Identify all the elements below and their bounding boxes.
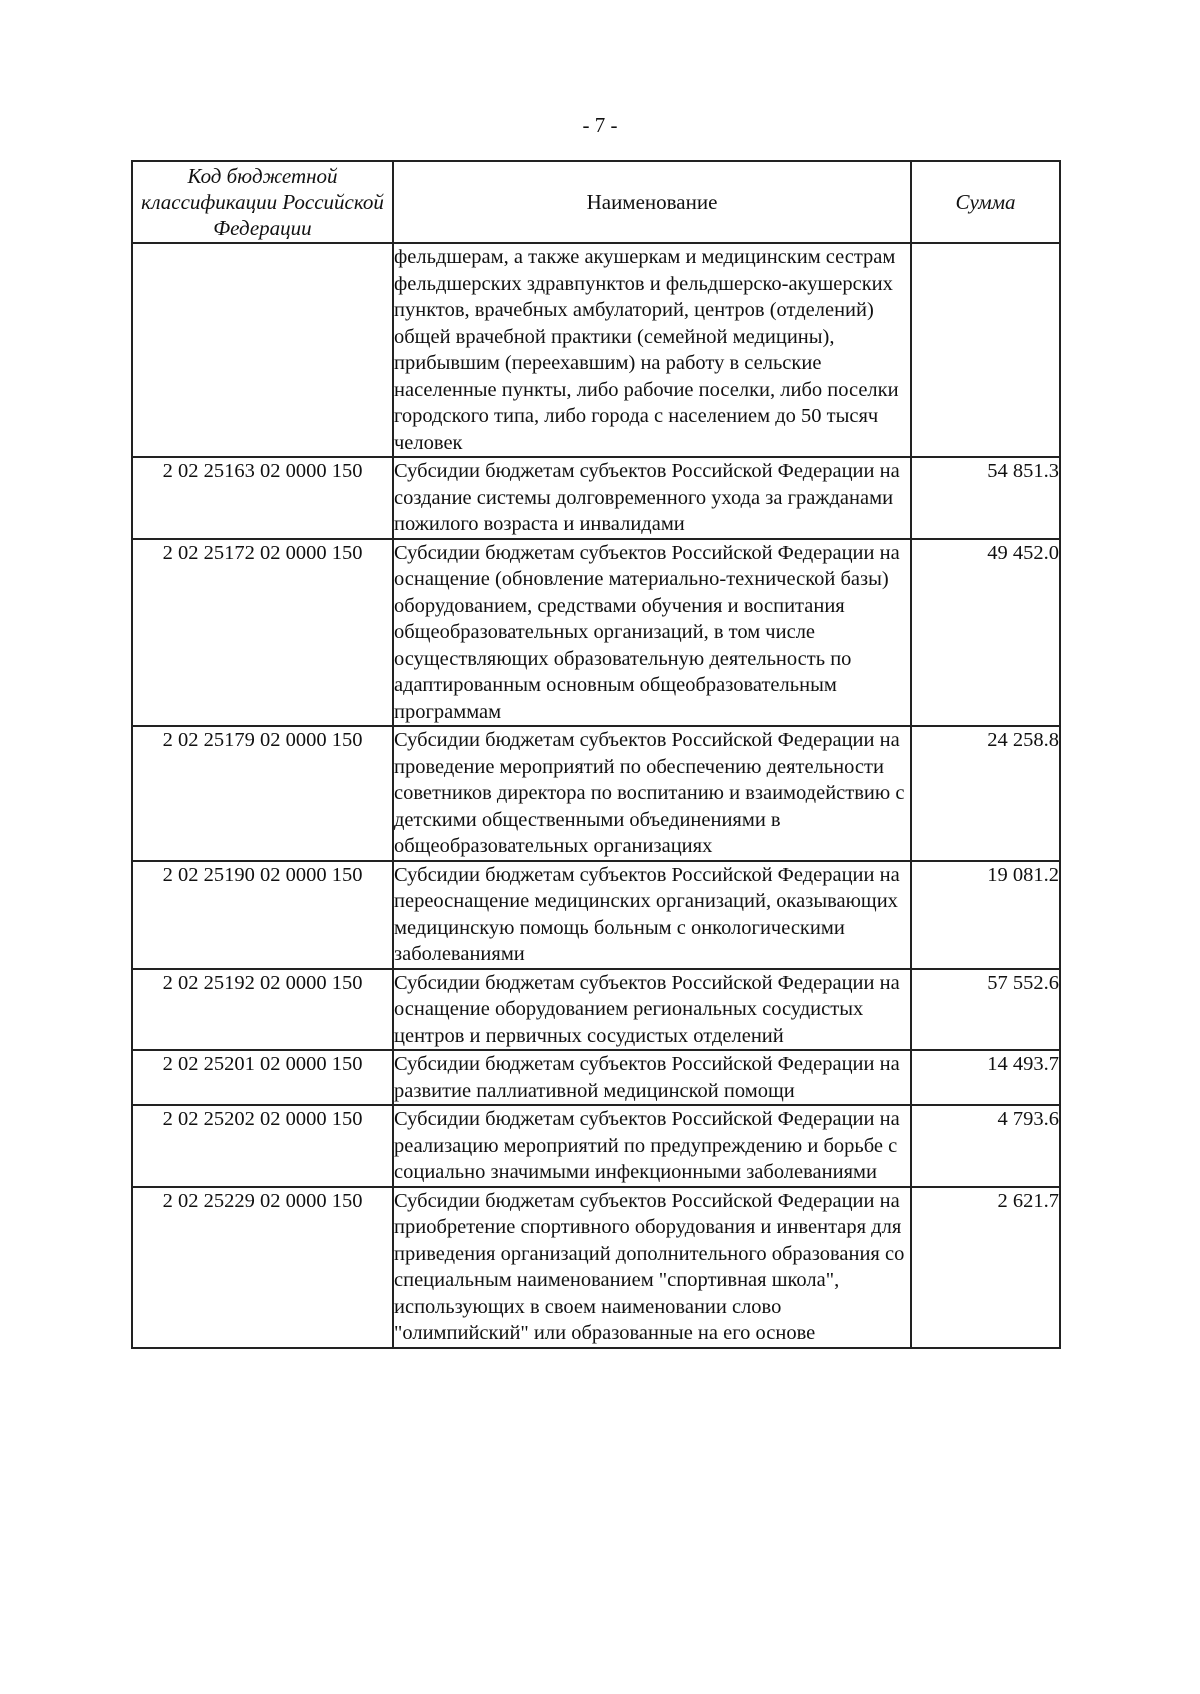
header-amount: Сумма bbox=[911, 161, 1060, 243]
table-row bbox=[132, 726, 1060, 861]
row-code bbox=[132, 243, 393, 457]
row-name: Субсидии бюджетам субъектов Российской Федерации на переоснащение медицинских организаций, оказывающих медицинскую помощь больным с онкологическими заболеваниями bbox=[393, 861, 911, 969]
row-name: Субсидии бюджетам субъектов Российской Федерации на проведение мероприятий по обеспечению деятельности советников директора по воспитанию и взаимодействию с детскими общественными объединениями в общеобразовательных организациях bbox=[393, 726, 911, 861]
table-row bbox=[132, 457, 1060, 539]
table-row bbox=[132, 1050, 1060, 1105]
row-amount: 54 851.3 bbox=[911, 457, 1060, 539]
table-row bbox=[132, 539, 1060, 727]
row-code: 2 02 25201 02 0000 150 bbox=[132, 1050, 393, 1105]
table-row bbox=[132, 243, 1060, 457]
row-code: 2 02 25192 02 0000 150 bbox=[132, 969, 393, 1051]
page-number: - 7 - bbox=[582, 113, 618, 137]
row-name: Субсидии бюджетам субъектов Российской Федерации на оснащение оборудованием региональных сосудистых центров и первичных сосудистых отделений bbox=[393, 969, 911, 1051]
budget-table bbox=[131, 160, 1061, 1349]
row-amount: 49 452.0 bbox=[911, 539, 1060, 727]
table-header-row bbox=[132, 161, 1060, 243]
row-code: 2 02 25172 02 0000 150 bbox=[132, 539, 393, 727]
row-code: 2 02 25229 02 0000 150 bbox=[132, 1187, 393, 1348]
row-name: Субсидии бюджетам субъектов Российской Федерации на развитие паллиативной медицинской помощи bbox=[393, 1050, 911, 1105]
row-amount: 19 081.2 bbox=[911, 861, 1060, 969]
row-code: 2 02 25190 02 0000 150 bbox=[132, 861, 393, 969]
row-code: 2 02 25179 02 0000 150 bbox=[132, 726, 393, 861]
header-code: Код бюджетной классификации Российской Федерации bbox=[132, 161, 393, 243]
row-amount bbox=[911, 243, 1060, 457]
row-name: Субсидии бюджетам субъектов Российской Федерации на создание системы долговременного ухода за гражданами пожилого возраста и инвалидами bbox=[393, 457, 911, 539]
row-amount: 4 793.6 bbox=[911, 1105, 1060, 1187]
table-row bbox=[132, 861, 1060, 969]
row-amount: 14 493.7 bbox=[911, 1050, 1060, 1105]
row-name: фельдшерам, а также акушеркам и медицинским сестрам фельдшерских здравпунктов и фельдшерско-акушерских пунктов, врачебных амбулаторий, центров (отделений) общей врачебной практики (семейной медицины), прибывшим (переехавшим) на работу в сельские населенные пункты, либо рабочие поселки, либо поселки городского типа, либо города с населением до 50 тысяч человек bbox=[393, 243, 911, 457]
row-code: 2 02 25202 02 0000 150 bbox=[132, 1105, 393, 1187]
row-name: Субсидии бюджетам субъектов Российской Федерации на реализацию мероприятий по предупреждению и борьбе с социально значимыми инфекционными заболеваниями bbox=[393, 1105, 911, 1187]
row-amount: 2 621.7 bbox=[911, 1187, 1060, 1348]
row-amount: 57 552.6 bbox=[911, 969, 1060, 1051]
row-name: Субсидии бюджетам субъектов Российской Федерации на оснащение (обновление материально-технической базы) оборудованием, средствами обучения и воспитания общеобразовательных организаций, в том числе осуществляющих образовательную деятельность по адаптированным основным общеобразовательным программам bbox=[393, 539, 911, 727]
row-amount: 24 258.8 bbox=[911, 726, 1060, 861]
table-row bbox=[132, 1187, 1060, 1348]
row-name: Субсидии бюджетам субъектов Российской Федерации на приобретение спортивного оборудования и инвентаря для приведения организаций дополнительного образования со специальным наименованием "спортивная школа", использующих в своем наименовании слово "олимпийский" или образованные на его основе bbox=[393, 1187, 911, 1348]
table-row bbox=[132, 969, 1060, 1051]
table-row bbox=[132, 1105, 1060, 1187]
header-name: Наименование bbox=[393, 161, 911, 243]
row-code: 2 02 25163 02 0000 150 bbox=[132, 457, 393, 539]
